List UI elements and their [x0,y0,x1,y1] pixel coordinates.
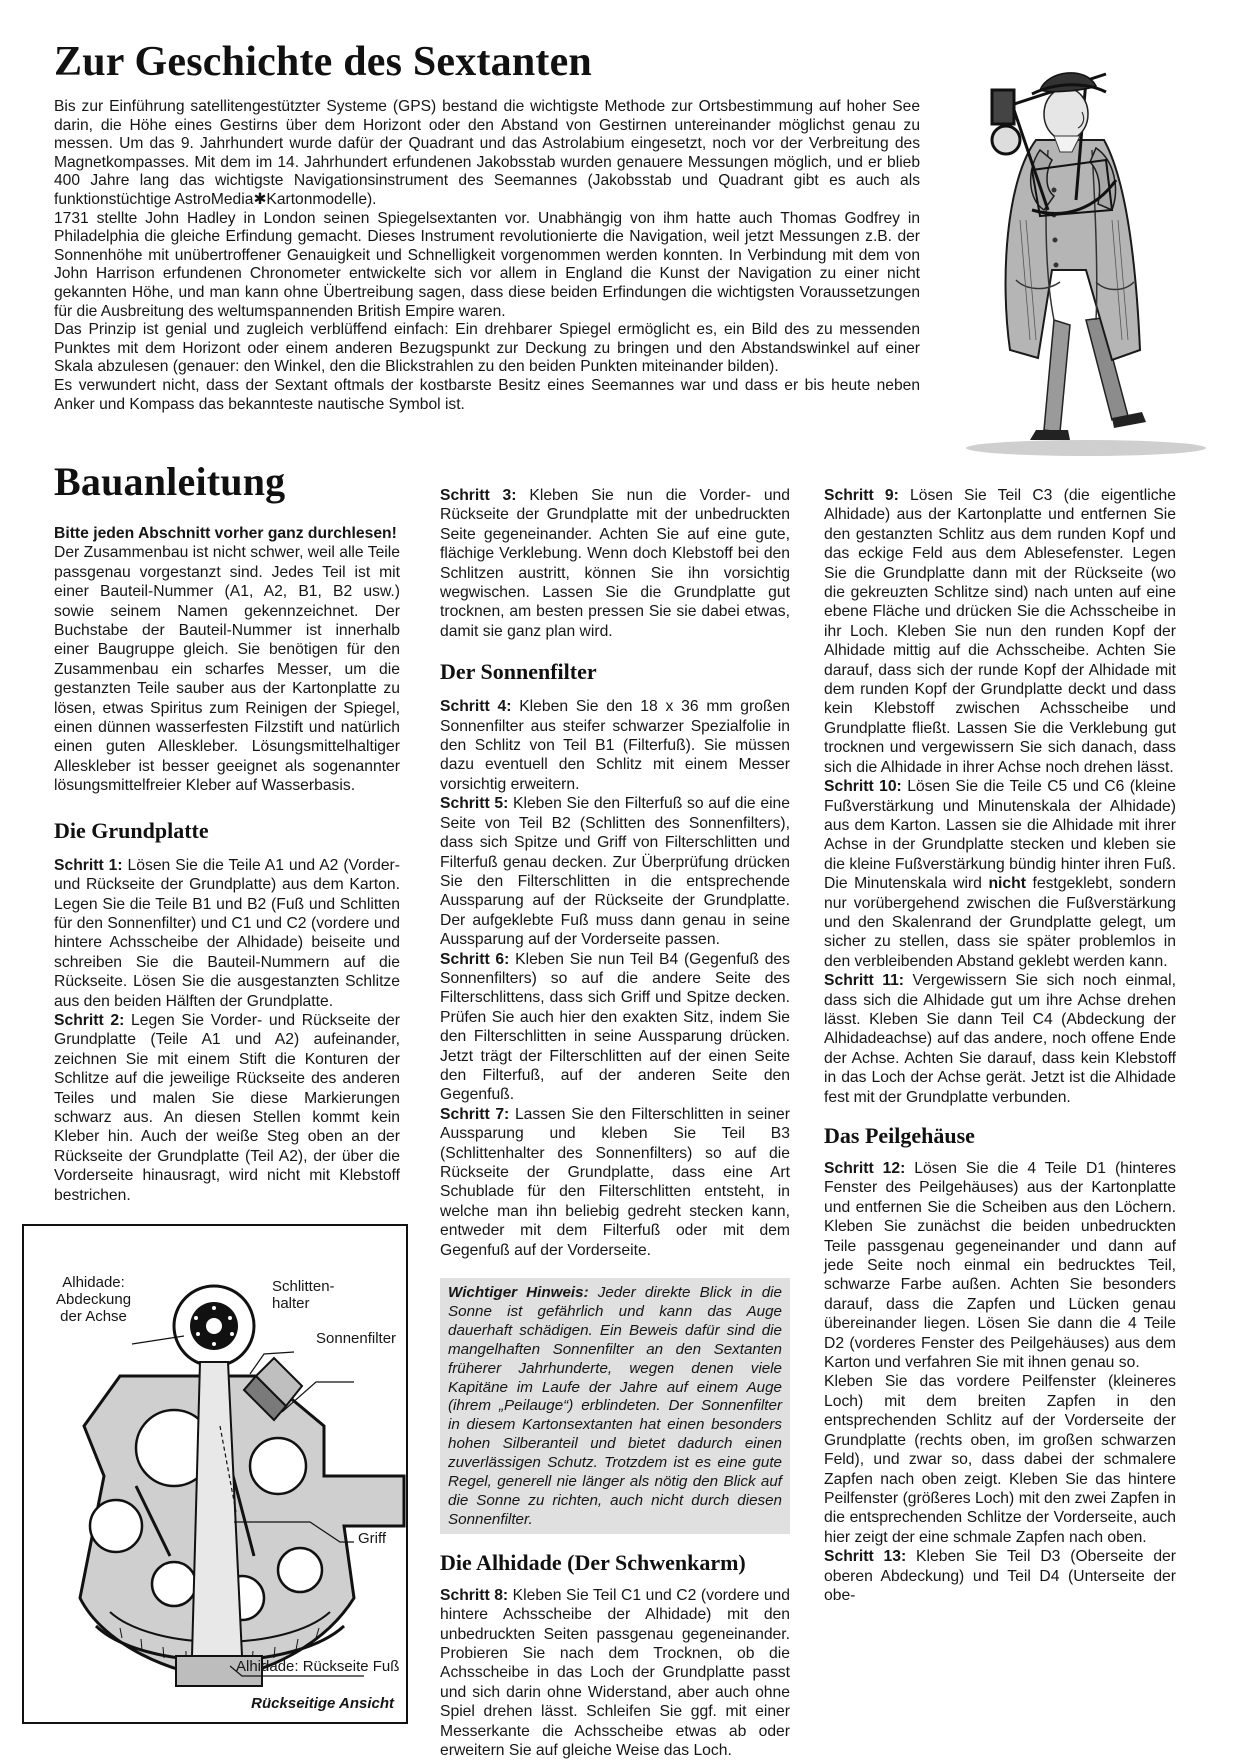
warning-text: Jeder direkte Blick in die Sonne ist gefährlich und kann das Auge dauerhaft schädigen. Ein Beweis dafür sind die mangelhaften Sonnenfilter an den Sextanten früherer Jahrhunderte, wegen denen viele Kapitäne im Laufe der Jahre auf einem Auge (ihrem „Peilauge“) erblindeten. Der Sonnenfilter in diesem Kartonsextanten hat einen besonders hohen Silberanteil und bietet dadurch einen zuverlässigen Schutz. Trotzdem ist es eine gute Regel, generell nie länger als nötig den Blick auf die Sonne zu richten, auch nicht durch diesen Sonnenfilter. [448,1284,782,1528]
step-text: Kleben Sie nun Teil B4 (Gegenfuß des Sonnenfilters) so auf die andere Seite des Filterschlittens, dass sich Griff und Spitze decken. Prüfen Sie auch hier den exakten Sitz, indem Sie den Filterschlitten in seine Aussparung drücken. Jetzt trägt der Filterschlitten auf der einen Seite den Filterfuß, auf der anderen Seite den Gegenfuß. [440,950,790,1104]
step-label: Schritt 13: [824,1548,907,1566]
sextant-back-view-figure [22,1224,408,1724]
step-5 [440,794,790,949]
label-sunfilter: Sonnenfilter [316,1330,397,1347]
column-2 [440,486,790,1760]
history-paragraph: 1731 stellte John Hadley in London seinen Spiegelsextanten vor. Unabhängig von ihm hatte auch Thomas Godfrey in Philadelphia die gleiche Erfindung gemacht. Dieses Instrument revolutionierte die Navigation, weil jetzt Messungen z.B. der Sonnenhöhe mit unübertroffener Genauigkeit und Schnelligkeit vorgenommen werden konnten. In Verbindung mit dem von John Harrison erfundenen Chronometer entwickelte sich vor allem in England die Kunst der Navigation zu einer nicht gekannten Höhe, und man kann ohne Übertreibung sagen, dass diese beiden Erfindungen die wichtigsten Voraussetzungen für die Ausbreitung des weltumspannenden British Empire waren. [54,209,920,320]
step-12-continued: Kleben Sie das vordere Peilfenster (kleineres Loch) mit dem breiten Zapfen in den entsprechenden Schlitz auf der Vorderseite der Grundplatte (rechts oben, im großen schwarzen Feld), und zwar so, dass dabei der schmalere Zapfen nach oben zeigt. Kleben Sie das hintere Peilfenster (größeres Loch) mit den zwei Zapfen in die entsprechenden Schlitze der Vorderseite, auch hier zeigt der eine schmale Zapfen nach oben. [824,1373,1176,1546]
label-slider-holder [272,1278,335,1312]
warning-label: Wichtiger Hinweis: [448,1284,589,1302]
intro-text: Der Zusammenbau ist nicht schwer, weil alle Teile passgenau vorgestanzt sind. Jedes Teil ist mit einer Bauteil-Nummer (A1, A2, B1, B2 usw.) sowie seinem Namen gekennzeichnet. Der Buchstabe der Bauteil-Nummer ist innerhalb einer Baugruppe gleich. Sie benötigen für den Zusammenbau ein scharfes Messer, um die gestanzten Teile sauber aus der Kartonplatte zu lösen, etwas Spiritus zum Reinigen der Spiegel, einen dünnen wasserfesten Filzstift und natürlich einen guten Alleskleber. Lösungsmittelhaltiger Alleskleber ist besser geeignet als sogenannter lösungsmittelfreier Kleber auf Wasserbasis. [54,544,400,795]
step-3 [440,486,790,641]
heading-alhidade: Die Alhidade (Der Schwenkarm) [440,1549,746,1575]
heading-sonnenfilter: Der Sonnenfilter [440,659,597,685]
step-label: Schritt 7: [440,1105,510,1123]
step-label: Schritt 2: [54,1011,125,1029]
step-4 [440,697,790,794]
figure-caption: Rückseitige Ansicht [251,1695,394,1712]
history-paragraph: Das Prinzip ist genial und zugleich verblüffend einfach: Ein drehbarer Spiegel ermöglicht es, ein Bild des zu messenden Punktes mit dem Horizont oder einem anderen Bezugspunkt zur Deckung zu bringen und den Abstandswinkel auf einer Skala abzulesen (genauer: den Winkel, den die Blickstrahlen zu den beiden Punkten miteinander bilden). [54,321,920,376]
step-label: Schritt 8: [440,1586,509,1604]
column-1 [54,524,400,1205]
step-label: Schritt 6: [440,950,510,968]
heading-peilgehaeuse: Das Peilgehäuse [824,1123,975,1148]
history-paragraph: Es verwundert nicht, dass der Sextant oftmals der kostbarste Besitz eines Seemannes war und dass er bis heute neben Anker und Kompass das bekannteste nautische Symbol ist. [54,376,920,413]
step-12 [824,1159,1176,1372]
step-text: festgeklebt, sondern nur vorübergehend zwischen die Fußverstärkung und den Skalenrand der Grundplatte gelegt, um sicher zu stellen, dass sie später problemlos in den verbleibenden Abstand geklebt werden kann. [824,875,1177,970]
step-label: Schritt 3: [440,487,517,504]
step-8 [440,1586,790,1760]
step-7 [440,1105,790,1260]
step-label: Schritt 1: [54,856,123,874]
step-9 [824,486,1176,777]
step-text: Legen Sie Vorder- und Rückseite der Grundplatte (Teile A1 und A2) aufeinander, zeichnen Sie mit einem Stift die Konturen der Schlitze auf die jeweilige Rückseite des anderen Teiles und malen Sie diese Markierungen schwarz aus. An diesen Stellen kommt kein Kleber hin. Auch der weiße Steg oben an der Rückseite der Grundplatte (Teil A2), der über die Vorderseite hinausragt, wird nicht mit Klebstoff bestrichen. [54,1011,400,1204]
label-alhidade-cover [56,1274,131,1325]
step-text: Kleben Sie nun die Vorder- und Rückseite der Grundplatte mit der unbedruckten Seite gegeneinander. Achten Sie auf eine gute, flächige Verklebung. Wenn doch Klebstoff bei den Schlitzen austritt, können Sie ihn vorsichtig wegwischen. Lassen Sie die Grundplatte gut trocknen, am besten pressen Sie sie dabei etwas, damit sie ganz plan wird. [440,487,790,640]
step-2 [54,1011,400,1205]
history-text [54,98,920,414]
step-10 [824,777,1176,971]
step-text: Vergewissern Sie sich noch einmal, dass sich die Alhidade gut um ihre Achse drehen lässt. Kleben Sie dann Teil C4 (Abdeckung der Alhidadeachse) auf das andere, noch offene Ende der Achse. Achten Sie darauf, dass kein Klebstoff in das Loch der Achse gerät. Jetzt ist die Alhidade fest mit der Grundplatte verbunden. [824,972,1176,1106]
label-line: Alhidade: [62,1274,125,1291]
step-text: Lösen Sie die Teile C5 und C6 (kleine Fußverstärkung und Minutenskala der Alhidade) aus dem Karton. Lassen sie die Alhidade mit ihrer Achse in der Grundplatte stecken und kleben sie die kleine Fußverstärkung bündig hinter ihren Fuß. Die Minutenskala wird [824,778,1176,893]
navigator-portrait-illustration [936,20,1221,460]
heading-grundplatte: Die Grundplatte [54,817,209,843]
step-label: Schritt 5: [440,795,509,813]
intro-paragraph [54,524,400,796]
emphasis: nicht [988,875,1026,893]
step-text: Lösen Sie die Teile A1 und A2 (Vorder- und Rückseite der Grundplatte) aus dem Karton. Legen Sie die Teile B1 und B2 (Fuß und Schlitten für den Sonnenfilter) und C1 und C2 (vordere und hintere Achsscheibe der Alhidade) beiseite und schreiben Sie die Bauteil-Nummern auf die Rückseite. Lösen Sie die ausgestanzten Schlitze aus den beiden Hälften der Grundplatte. [54,856,400,1010]
step-text: Lösen Sie Teil C3 (die eigentliche Alhidade) aus der Kartonplatte und entfernen Sie den gestanzten Schlitz aus dem runden Kopf und das eckige Feld aus dem Ablesefenster. Legen Sie die Grundplatte dann mit der Rückseite (wo die gekreuzten Schlitze sind) nach unten auf eine ebene Fläche und drücken Sie die Achsscheibe in ihr Loch. Kleben Sie nun den runden Kopf der Alhidade mittig auf die Achsscheibe. Achten Sie darauf, dass sich der runde Kopf der Alhidade mit dem runden Kopf der Grundplatte deckt und dass kein Klebstoff zwischen Achsscheibe und Grundplatte fließt. Lassen Sie die Verklebung gut trocknen und vergewissern Sie sich danach, dass sich die Alhidade in ihrer Achse noch drehen lässt. [824,487,1176,776]
section-title-bauanleitung: Bauanleitung [54,459,286,504]
label-foot: Alhidade: Rückseite Fuß [236,1658,400,1675]
column-3 [824,486,1176,1605]
label-line: Abdeckung [56,1291,132,1308]
label-line: Schlitten- [272,1278,335,1295]
step-13 [824,1547,1176,1605]
label-line: der Achse [60,1308,127,1325]
step-text: Kleben Sie Teil D3 (Oberseite der oberen Abdeckung) und Teil D4 (Unterseite der obe- [824,1548,1176,1604]
step-text: Kleben Sie Teil C1 und C2 (vordere und hintere Achsscheibe der Alhidade) mit den unbedruckten Seiten passgenau gegeneinander. Probieren Sie nach dem Trocknen, ob die Achsscheibe in das Loch der Grundplatte passt und sich darin ohne Widerstand, aber auch ohne Spiel drehen lässt. Schleifen Sie ggf. mit einer Messerkante die Achsscheibe etwas ab oder erweitern Sie auf gleiche Weise das Loch. [440,1586,790,1760]
step-label: Schritt 12: [824,1160,906,1177]
history-paragraph: Bis zur Einführung satellitengestützter Systeme (GPS) bestand die wichtigste Methode zur Ortsbestimmung auf hoher See darin, die Höhe eines Gestirns über dem Horizont oder den Abstand von Gestirnen untereinander möglichst genau zu messen. Um das 9. Jahrhundert wurde dafür der Quadrant und das Astrolabium eingesetzt, noch vor der Verbreitung des Magnetkompasses. Mit dem im 14. Jahrhundert erfundenen Jakobsstab wurden genauere Messungen möglich, und er blieb 400 Jahre lang das wichtigste Navigationsinstrument des Seemannes (Jakobsstab und Quadrant gibt es auch als funktionstüchtige AstroMedia✱Kartonmodelle). [54,98,920,208]
step-label: Schritt 4: [440,698,512,716]
step-11 [824,971,1176,1107]
step-label: Schritt 11: [824,972,905,990]
step-text: Lassen Sie den Filterschlitten in seiner Aussparung und kleben Sie Teil B3 (Schlittenhalter des Sonnenfilters) so auf die Rückseite der Grundplatte, dass eine Art Schublade für den Filterschlitten entsteht, in welche man ihn beliebig gedreht stecken kann, entweder mit dem Filterfuß oder mit dem Gegenfuß auf der Vorderseite. [440,1105,790,1259]
step-1 [54,856,400,1011]
label-grip: Griff [358,1530,387,1547]
warning-note [440,1278,790,1534]
intro-bold: Bitte jeden Abschnitt vorher ganz durchlesen! [54,525,397,542]
step-text: Kleben Sie den 18 x 36 mm großen Sonnenfilter aus steifer schwarzer Spezialfolie in den Schlitz von Teil B1 (Filterfuß). Sie müssen dazu eventuell den Schlitz mit einem Messer vorsichtig erweitern. [440,698,790,793]
step-label: Schritt 10: [824,778,902,796]
label-line: halter [272,1295,310,1312]
step-text: Lösen Sie die 4 Teile D1 (hinteres Fenster des Peilgehäuses) aus der Kartonplatte und entfernen Sie die Scheiben aus den Löchern. Kleben Sie zunächst die beiden unbedruckten Teile passgenau gegeneinander und dann auf jede Seite noch einmal ein bedrucktes Teil, schwarze Farbe außen. Achten Sie besonders darauf, dass die Zapfen und Lücken genau übereinander liegen. Lösen Sie dann die 4 Teile D2 (vorderes Fenster des Peilgehäuses) aus dem Karton und verfahren Sie mit ihnen genau so. [824,1160,1176,1372]
step-6 [440,950,790,1105]
page-title: Zur Geschichte des Sextanten [54,39,592,85]
step-label: Schritt 9: [824,487,899,504]
step-text: Kleben Sie den Filterfuß so auf die eine Seite von Teil B2 (Schlitten des Sonnenfilters), dass sich Spitze und Griff von Filterschlitten und Filterfuß genau decken. Zur Überprüfung drücken Sie den Filterschlitten in die entsprechende Aussparung auf der Rückseite der Grundplatte. Der aufgeklebte Fuß muss dann genau in seine Aussparung auf der Vorderseite passen. [440,795,790,949]
